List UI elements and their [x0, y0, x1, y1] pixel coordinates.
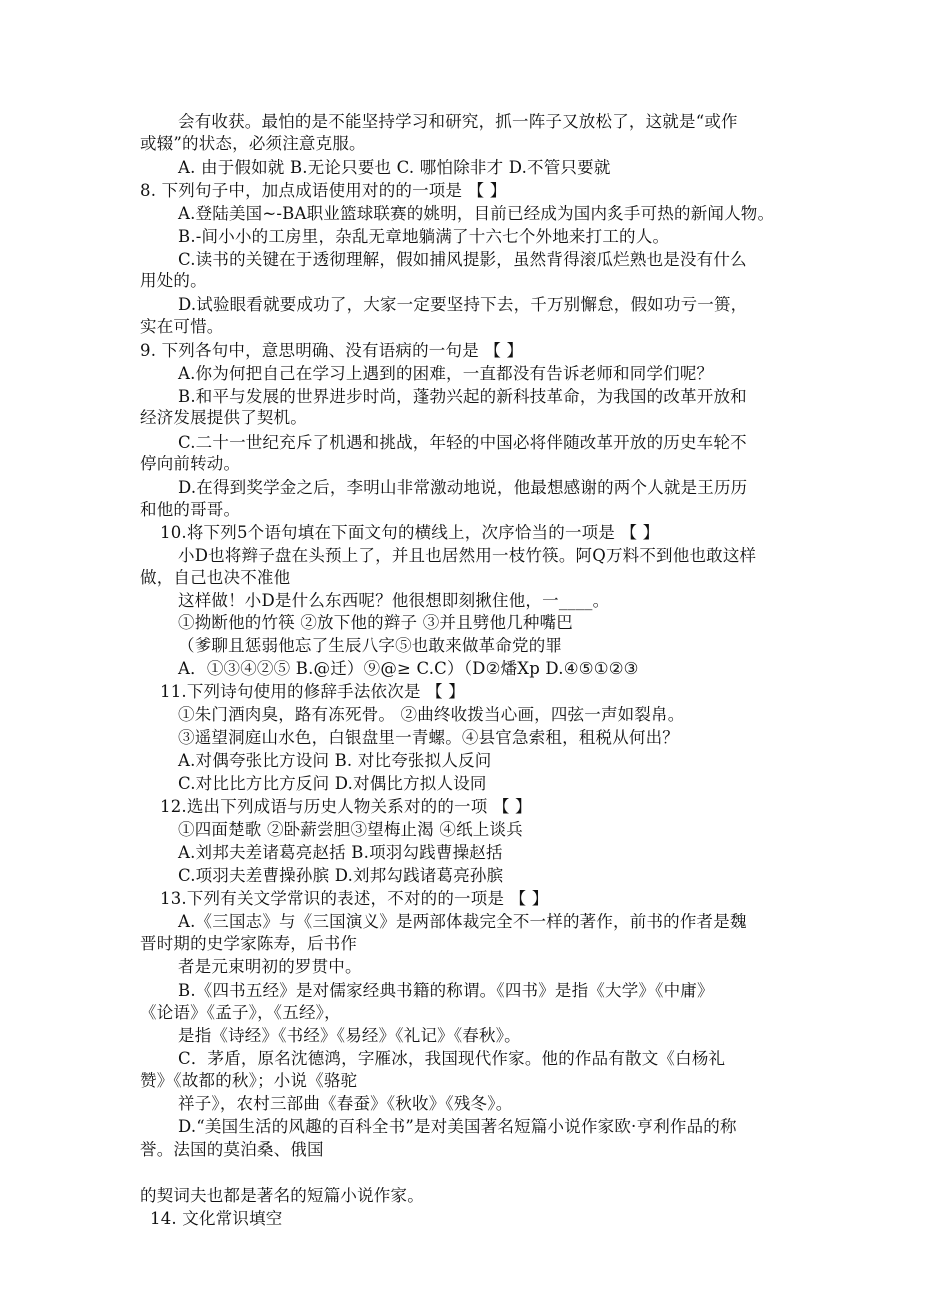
option-line: A.登陆美国~-BA职业篮球联赛的姚明，目前已经成为国内炙手可热的新闻人物。: [178, 204, 775, 223]
option-line: C.二十一世纪充斥了机遇和挑战，年轻的中国必将伴随改革开放的历史车轮不: [178, 433, 747, 452]
option-line: A. 由于假如就 B.无论只要也 C. 哪怕除非才 D.不管只要就: [178, 158, 611, 177]
question-9-stem: 9. 下列各句中，意思明确、没有语病的一句是 【 】: [140, 341, 524, 360]
text-line: 停向前转动。: [140, 454, 241, 473]
option-line: C.读书的关键在于透彻理解，假如捕风提影，虽然背得滚瓜烂熟也是没有什么: [178, 250, 747, 269]
option-line: D.试验眼看就要成功了，大家一定要坚持下去，千万别懈怠，假如功亏一篑，: [178, 295, 748, 314]
option-line: D.在得到奖学金之后，李明山非常激动地说，他最想感谢的两个人就是王历历: [178, 478, 748, 497]
question-10-stem: 10.将下列5个语句填在下面文句的横线上，次序恰当的一项是 【 】: [160, 523, 660, 542]
text-line: 做，自己也决不准他: [140, 568, 291, 587]
text-line: 这样做！小D是什么东西呢？他很想即刻揪住他，一____。: [178, 591, 610, 610]
option-line: A.对偶夸张比方设问 B. 对比夸张拟人反问: [178, 751, 492, 770]
question-13-stem: 13.下列有关文学常识的表述，不对的的一项是 【 】: [160, 889, 549, 908]
text-line: 和他的哥哥。: [140, 500, 241, 519]
option-line: D.“美国生活的风趣的百科全书”是对美国著名短篇小说作家欧·亨利作品的称: [178, 1117, 737, 1136]
option-line: A.你为何把自己在学习上遇到的困难，一直都没有告诉老师和同学们呢？: [178, 364, 714, 383]
text-line: 小D也将辫子盘在头预上了，并且也居然用一枝竹筷。阿Q万料不到他也敢这样: [178, 546, 757, 565]
text-line: 用处的。: [140, 271, 207, 290]
text-line: 者是元束明初的罗贯中。: [178, 957, 362, 976]
option-line: A.《三国志》与《三国演义》是两部体裁完全不一样的著作，前书的作者是魏: [178, 912, 747, 931]
text-line: 或辍”的状态，必须注意克服。: [140, 134, 366, 153]
text-line: 实在可惜。: [140, 317, 224, 336]
option-line: A．①③④②⑤ B.@迁）⑨@≥ C.C）（D②燔Xp D.④⑤①②③: [178, 659, 639, 678]
text-line: 誉。法国的莫泊桑、俄国: [140, 1140, 324, 1159]
text-line: 是指《诗经》《书经》《易经》《礼记》《春秋》。: [178, 1026, 521, 1045]
text-line: 祥子》，农村三部曲《春蚕》《秋收》《残冬》。: [178, 1094, 513, 1113]
option-line: ③遥望洞庭山水色，白银盘里一青螺。④县官急索租，租税从何出？: [178, 728, 679, 747]
question-14-stem: 14. 文化常识填空: [150, 1209, 283, 1228]
option-line: ①四面楚歌 ②卧薪尝胆③望梅止渴 ④纸上谈兵: [178, 820, 523, 839]
question-8-stem: 8. 下列句子中，加点成语使用对的的一项是 【 】: [140, 181, 507, 200]
option-line: ①朱门酒肉臭，路有冻死骨。 ②曲终收拨当心画，四弦一声如裂帛。: [178, 705, 685, 724]
question-12-stem: 12.选出下列成语与历史人物关系对的的一项 【 】: [160, 797, 532, 816]
option-line: B.-间小小的工房里，杂乱无章地躺满了十六七个外地来打工的人。: [178, 227, 670, 246]
option-line: C.项羽夫差曹操孙膑 D.刘邦勾践诸葛亮孙膑: [178, 866, 504, 885]
option-line: B.《四书五经》是对儒家经典书籍的称谓。《四书》是指《大学》《中庸》: [178, 981, 714, 1000]
text-line: 经济发展提供了契机。: [140, 408, 307, 427]
option-line: B.和平与发展的世界进步时尚，蓬勃兴起的新科技革命，为我国的改革开放和: [178, 387, 747, 406]
option-line: A.刘邦夫差诸葛亮赵括 B.项羽勾践曹操赵括: [178, 843, 503, 862]
option-line: （爹聊且惩弱他忘了生辰八字⑤也敢来做革命党的罪: [178, 636, 563, 655]
option-line: C．茅盾，原名沈德鸿，字雁冰，我国现代作家。他的作品有散文《白杨礼: [178, 1049, 726, 1068]
option-line: ①拗断他的竹筷 ②放下他的辫子 ③并且劈他几种嘴巴: [178, 613, 573, 632]
text-line: 的契词夫也都是著名的短篇小说作家。: [140, 1186, 424, 1205]
option-line: C.对比比方比方反问 D.对偶比方拟人设同: [178, 774, 487, 793]
text-line: 《论语》《孟子》，《五经》，: [140, 1003, 341, 1022]
text-line: 赞》《故都的秋》；小说《骆驼: [140, 1071, 358, 1090]
text-line: 会有收获。最怕的是不能坚持学习和研究，抓一阵子又放松了，这就是“或作: [178, 112, 738, 131]
question-11-stem: 11.下列诗句使用的修辞手法依次是 【 】: [160, 682, 465, 701]
text-line: 晋时期的史学家陈寿，后书作: [140, 934, 358, 953]
